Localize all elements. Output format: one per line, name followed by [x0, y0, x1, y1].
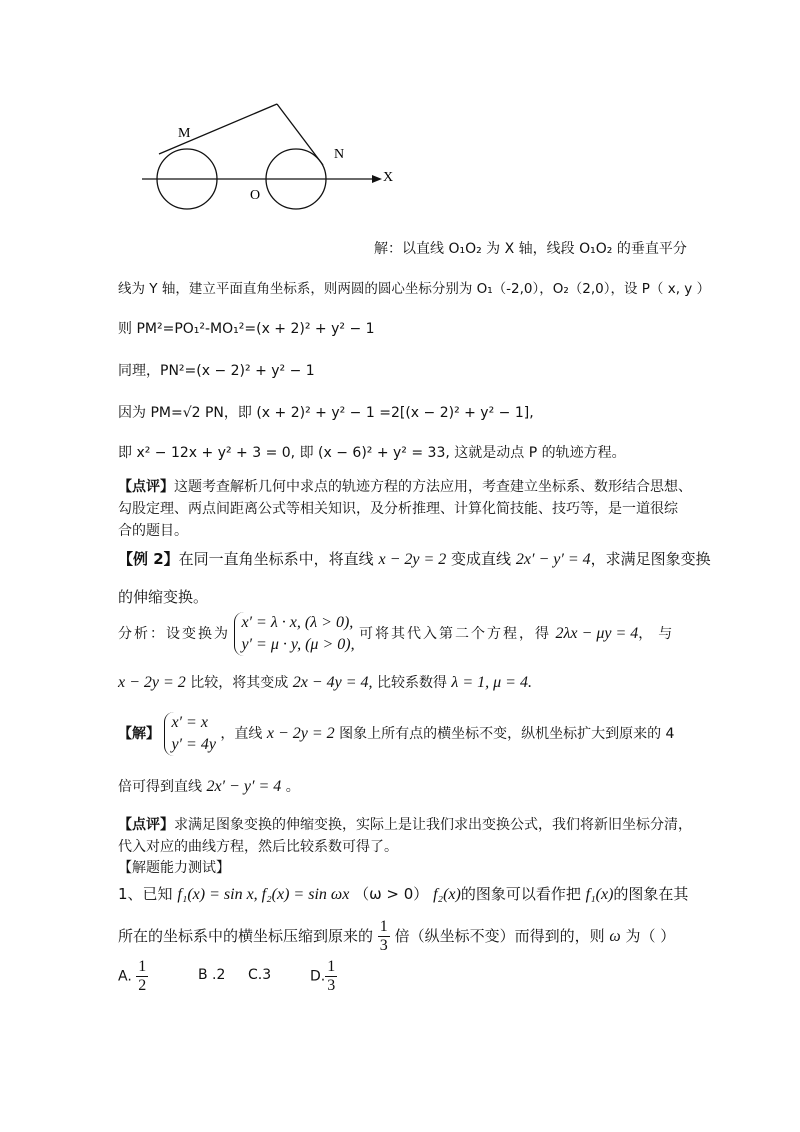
fraction: [136, 958, 148, 995]
fraction: [325, 958, 337, 995]
fraction-denominator: 3: [327, 977, 336, 994]
x-axis-arrow: [372, 175, 382, 183]
comment-2-line-2: 代入对应的曲线方程，然后比较系数可得了。: [118, 839, 398, 855]
equation: x − 2y = 2: [118, 674, 186, 691]
equation: 2x′ − y′ = 4: [515, 551, 591, 568]
option-d-label: D.: [310, 968, 326, 985]
equation: x − 2y = 2: [378, 551, 447, 568]
comment-1: [118, 476, 692, 496]
solution-line-1: 解：以直线 O₁O₂ 为 X 轴，线段 O₁O₂ 的垂直平分: [374, 241, 687, 257]
geometry-figure: [130, 90, 410, 220]
label-n: N: [334, 147, 345, 162]
option-a-label: A.: [118, 968, 132, 985]
system-bottom: y′ = μ · y, (μ > 0),: [241, 636, 355, 653]
question-text: 所在的坐标系中的横坐标压缩到原来的: [118, 927, 374, 945]
system-top: x′ = x: [171, 714, 208, 731]
equation: f₁(x) = sin x, f₂(x) = sin ωx: [177, 886, 350, 903]
question-text: 倍（纵坐标不变）而得到的，则: [394, 927, 605, 945]
solution-line-6: 即 x² − 12x + y² + 3 = 0, 即 (x − 6)² + y² = 33, 这就是动点 P 的轨迹方程。: [118, 445, 626, 461]
solution-line-2: 线为 Y 轴，建立平面直角坐标系，则两圆的圆心坐标分别为 O₁（-2,0），O₂（2,0），设 P（ x, y ）: [118, 281, 711, 297]
solution-line-5: 因为 PM=√2 PN，即 (x + 2)² + y² − 1 =2[(x − 2)² + y² − 1],: [118, 405, 534, 421]
analysis-text: 比较，将其变成: [190, 675, 289, 691]
comment-text: 这题考查解析几何中求点的轨迹方程的方法应用，考查建立坐标系、数形结合思想、: [174, 479, 692, 495]
question-1-line-2: [118, 918, 675, 955]
analysis-line-1: [118, 612, 678, 656]
fraction-denominator: 2: [138, 977, 147, 994]
question-condition: （ω > 0）: [354, 885, 429, 903]
example-tag: 【例 2】: [118, 550, 179, 568]
comment-tag: 【点评】: [118, 817, 174, 833]
system-bottom: y′ = 4y: [171, 736, 216, 753]
answer-text: 图象上所有点的横坐标不变，纵机坐标扩大到原来的 4: [339, 726, 675, 742]
option-a[interactable]: [118, 958, 148, 995]
equation-system: [234, 612, 354, 656]
example-text: 在同一直角坐标系中，将直线: [178, 550, 374, 568]
answer-text: 。: [285, 779, 300, 795]
equation: λ = 1, μ = 4.: [451, 674, 532, 691]
equation: 2x′ − y′ = 4: [206, 778, 282, 795]
label-x: X: [383, 170, 394, 185]
comment-1-line-2: 勾股定理、两点间距离公式等相关知识，及分析推理、计算化简技能、技巧等，是一道很综: [118, 501, 678, 517]
question-text: 的图象可以看作把: [460, 885, 581, 903]
example-text: 变成直线: [451, 550, 512, 568]
analysis-mid: 可将其代入第二个方程，得: [359, 626, 552, 642]
omega-symbol: ω: [609, 928, 621, 945]
comment-2: [118, 814, 692, 834]
answer-text: 倍可得到直线: [118, 779, 202, 795]
fraction-numerator: 1: [327, 958, 336, 975]
example-2-line-2: 的伸缩变换。: [118, 588, 209, 606]
tangent-pm: [159, 104, 277, 154]
analysis-tail: ，与: [638, 626, 679, 642]
system-top: x′ = λ · x, (λ > 0),: [241, 614, 354, 631]
example-text: ，求满足图象变换: [590, 550, 711, 568]
fraction-numerator: 1: [138, 958, 147, 975]
fraction-denominator: 3: [379, 937, 388, 954]
equation: 2x − 4y = 4,: [292, 674, 373, 691]
solution-line-4: 同理，PN²=(x − 2)² + y² − 1: [118, 363, 315, 379]
equation: x − 2y = 2: [266, 725, 335, 742]
analysis-line-2: [118, 672, 532, 692]
answer-line-1: [118, 712, 674, 756]
answer-text: ，直线: [220, 726, 263, 742]
equation-system: [164, 712, 216, 756]
solution-line-3: 则 PM²=PO₁²-MO₁²=(x + 2)² + y² − 1: [118, 321, 375, 337]
answer-tag: 【解】: [118, 726, 160, 742]
option-b[interactable]: B .2: [198, 967, 226, 983]
option-c[interactable]: C.3: [248, 967, 272, 983]
equation: f₂(x): [433, 886, 461, 903]
analysis-text: 比较系数得: [376, 675, 447, 691]
comment-text: 求满足图象变换的伸缩变换，实际上是让我们求出变换公式，我们将新旧坐标分清，: [174, 817, 692, 833]
test-heading: 【解题能力测试】: [118, 860, 230, 876]
question-text: 的图象在其: [613, 885, 689, 903]
fraction-numerator: 1: [379, 918, 388, 935]
question-text: 为（ ）: [625, 927, 676, 945]
label-m: M: [178, 126, 191, 141]
option-d[interactable]: [310, 958, 337, 995]
example-2-line-1: [118, 548, 711, 569]
analysis-lead: 分析：设变换为: [118, 626, 230, 642]
answer-line-2: [118, 776, 300, 796]
equation: f₁(x): [585, 886, 614, 903]
fraction: [378, 918, 390, 955]
label-o: O: [250, 188, 261, 203]
comment-tag: 【点评】: [118, 479, 174, 495]
question-text: 1、已知: [118, 885, 173, 903]
comment-1-line-3: 合的题目。: [118, 523, 188, 539]
equation: 2λx − μy = 4: [555, 625, 639, 642]
tangent-pn: [277, 104, 323, 165]
question-1-line-1: [118, 883, 688, 904]
